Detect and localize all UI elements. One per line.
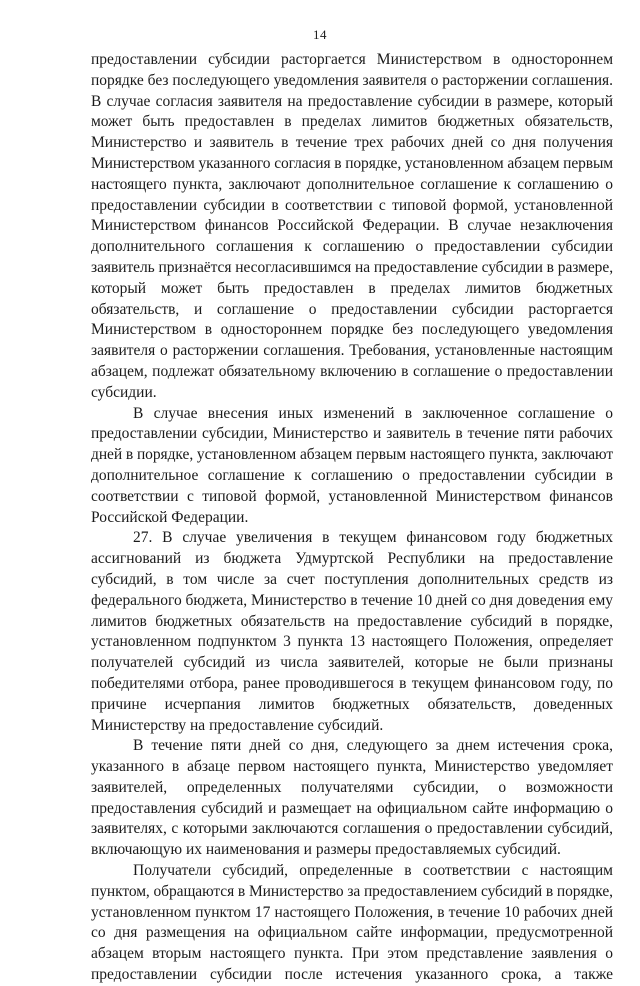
text-line: обязательств, и соглашение о предоставлении субсидии расторгается [91, 300, 613, 318]
text-line: субсидий, в том числе за счет поступления дополнительных средств из [91, 570, 613, 588]
text-line: дополнительного соглашения к соглашению о предоставлении субсидии [91, 238, 613, 256]
page-number: 14 [313, 27, 327, 42]
text-line: со дня размещения на официальном сайте информации, предусмотренной [91, 924, 613, 942]
text-line: включающую их наименования и размеры предоставляемых субсидий. [91, 841, 561, 859]
text-line: указанного в абзаце первом настоящего пункта, Министерство уведомляет [91, 758, 613, 776]
text-line: порядке без последующего уведомления заявителя о расторжении соглашения. [91, 71, 614, 89]
text-line: Министерством указанного согласия в порядке, установленном абзацем первым [91, 154, 613, 172]
text-line: установленном пунктом 17 настоящего Положения, в течение 10 рабочих дней [91, 903, 613, 921]
text-line: Получатели субсидий, определенные в соответствии с настоящим [133, 862, 613, 880]
text-line: получателей субсидий из числа заявителей, которые не были признаны [91, 654, 613, 672]
text-line: Министерство и заявитель в течение трех рабочих дней со дня получения [91, 134, 613, 152]
text-line: ассигнований из бюджета Удмуртской Республики на предоставление [91, 550, 613, 568]
text-line: Министерством в одностороннем порядке без последующего уведомления [91, 321, 613, 339]
text-line: дополнительное соглашение к соглашению о предоставлении субсидии в [91, 466, 613, 484]
text-line: абзацем вторым настоящего пункта. При этом представление заявления о [91, 945, 613, 963]
text-line: предоставлении субсидии в соответствии с типовой формой, установленной [91, 196, 613, 214]
text-line: соответствии с типовой формой, установленной Министерством финансов [91, 487, 613, 505]
text-line: В случае согласия заявителя на предоставление субсидии в размере, который [91, 92, 613, 110]
text-line: субсидии. [91, 383, 157, 401]
text-line: абзацем, подлежат обязательному включению в соглашение о предоставлении [91, 362, 613, 380]
document-body [91, 50, 613, 986]
text-line: Министерством финансов Российской Федерации. В случае незаключения [91, 217, 613, 235]
text-line: причине исчерпания лимитов бюджетных обязательств, доведенных [91, 695, 613, 713]
text-line: победителями отбора, ранее проводившегося в текущем финансовом году, по [91, 674, 613, 692]
text-line: заявителя о расторжении соглашения. Требования, установленные настоящим [91, 342, 613, 360]
text-line: пунктом, обращаются в Министерство за предоставлением субсидий в порядке, [91, 882, 613, 900]
text-line: заявитель признаётся несогласившимся на предоставление субсидии в размере, [91, 258, 614, 276]
text-line: может быть предоставлен в пределах лимитов бюджетных обязательств, [91, 113, 613, 131]
text-line: предоставлении субсидии после истечения указанного срока, а также [91, 966, 613, 984]
text-line: установленном подпунктом 3 пункта 13 настоящего Положения, определяет [91, 633, 613, 651]
text-line: лимитов бюджетных обязательств на предоставление субсидий в порядке, [91, 612, 613, 630]
text-line: Российской Федерации. [91, 508, 249, 526]
text-line: заявителей, определенных получателями субсидии, о возможности [91, 778, 613, 796]
text-line: настоящего пункта, заключают дополнительное соглашение к соглашению о [91, 175, 613, 193]
text-line: предоставления субсидий и размещает на официальном сайте информацию о [91, 799, 613, 817]
text-line: который может быть предоставлен в пределах лимитов бюджетных [91, 279, 613, 297]
text-line: дней в порядке, установленном абзацем первым настоящего пункта, заключают [91, 446, 614, 464]
text-line: В случае внесения иных изменений в заключенное соглашение о [133, 404, 613, 422]
text-line: предоставлении субсидии, Министерство и заявитель в течение пяти рабочих [91, 425, 613, 443]
text-line: предоставлении субсидии расторгается Министерством в одностороннем [91, 51, 613, 68]
text-line: 27. В случае увеличения в текущем финансовом году бюджетных [133, 529, 613, 547]
text-line: заявителях, с которыми заключаются соглашения о предоставлении субсидий, [91, 820, 613, 838]
text-line: В течение пяти дней со дня, следующего за днем истечения срока, [133, 737, 613, 755]
text-line: Министерству на предоставление субсидий. [91, 716, 384, 734]
text-line: федерального бюджета, Министерство в течение 10 дней со дня доведения ему [91, 591, 613, 609]
